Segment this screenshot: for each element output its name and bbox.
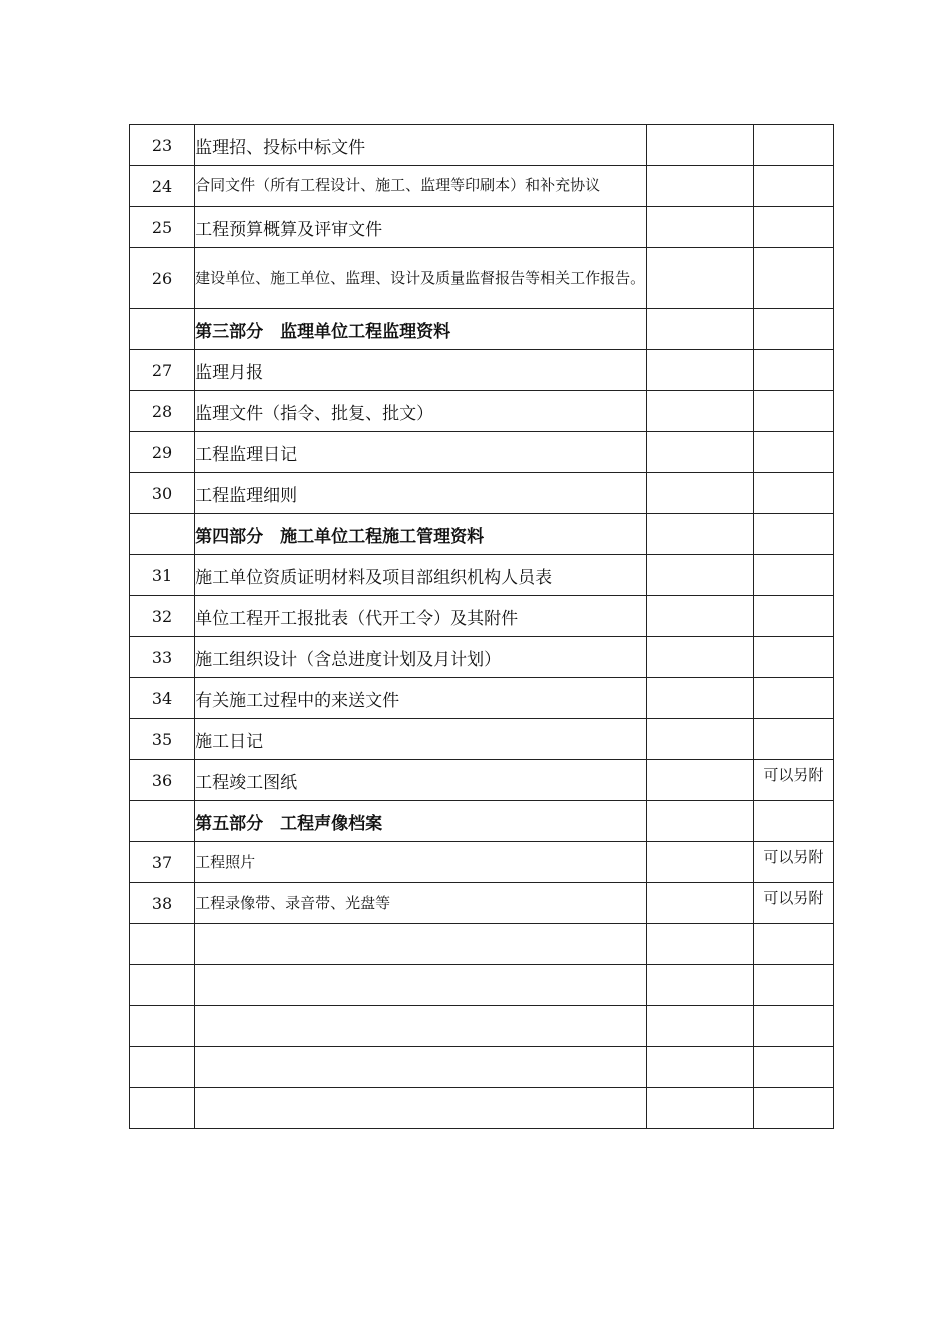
row-number: 24 bbox=[130, 166, 195, 207]
table-row bbox=[130, 883, 834, 924]
remark-cell bbox=[753, 760, 833, 801]
item-name: 建设单位、施工单位、监理、设计及质量监督报告等相关工作报告。 bbox=[195, 248, 647, 309]
empty-cell bbox=[646, 1006, 753, 1047]
empty-row bbox=[130, 924, 834, 965]
section-row bbox=[130, 309, 834, 350]
empty-cell bbox=[753, 965, 833, 1006]
table-row bbox=[130, 760, 834, 801]
empty-cell bbox=[130, 924, 195, 965]
blank-cell bbox=[646, 432, 753, 473]
blank-cell bbox=[646, 555, 753, 596]
empty-cell bbox=[753, 1088, 833, 1129]
table-row bbox=[130, 637, 834, 678]
empty-cell bbox=[130, 1047, 195, 1088]
row-number: 36 bbox=[130, 760, 195, 801]
blank-cell bbox=[646, 719, 753, 760]
row-number: 34 bbox=[130, 678, 195, 719]
remark-cell bbox=[753, 801, 833, 842]
blank-cell bbox=[646, 842, 753, 883]
section-heading: 第四部分 施工单位工程施工管理资料 bbox=[195, 514, 647, 555]
remark-cell bbox=[753, 473, 833, 514]
table-row bbox=[130, 432, 834, 473]
empty-cell bbox=[130, 965, 195, 1006]
remark-cell bbox=[753, 555, 833, 596]
blank-cell bbox=[646, 514, 753, 555]
table-row bbox=[130, 166, 834, 207]
remark-cell bbox=[753, 207, 833, 248]
blank-cell bbox=[646, 309, 753, 350]
empty-row bbox=[130, 1088, 834, 1129]
section-row bbox=[130, 514, 834, 555]
blank-cell bbox=[646, 248, 753, 309]
empty-cell bbox=[646, 924, 753, 965]
empty-cell bbox=[646, 1088, 753, 1129]
table-row bbox=[130, 719, 834, 760]
blank-cell bbox=[646, 596, 753, 637]
remark-cell bbox=[753, 719, 833, 760]
empty-cell bbox=[195, 924, 647, 965]
row-number bbox=[130, 514, 195, 555]
item-name: 工程竣工图纸 bbox=[195, 760, 647, 801]
item-name-cell bbox=[195, 166, 647, 207]
empty-cell bbox=[130, 1006, 195, 1047]
blank-cell bbox=[646, 760, 753, 801]
row-number: 32 bbox=[130, 596, 195, 637]
table-row bbox=[130, 248, 834, 309]
row-number bbox=[130, 801, 195, 842]
table-row bbox=[130, 391, 834, 432]
section-heading: 第三部分 监理单位工程监理资料 bbox=[195, 309, 647, 350]
remark-cell bbox=[753, 309, 833, 350]
remark-cell bbox=[753, 125, 833, 166]
item-name: 工程监理日记 bbox=[195, 432, 647, 473]
item-name: 施工日记 bbox=[195, 719, 647, 760]
blank-cell bbox=[646, 883, 753, 924]
empty-cell bbox=[753, 1047, 833, 1088]
item-name: 施工单位资质证明材料及项目部组织机构人员表 bbox=[195, 555, 647, 596]
empty-cell bbox=[646, 965, 753, 1006]
table-row bbox=[130, 207, 834, 248]
item-name: 监理月报 bbox=[195, 350, 647, 391]
blank-cell bbox=[646, 350, 753, 391]
empty-cell bbox=[753, 924, 833, 965]
empty-cell bbox=[195, 1088, 647, 1129]
empty-cell bbox=[195, 1006, 647, 1047]
blank-cell bbox=[646, 207, 753, 248]
row-number: 35 bbox=[130, 719, 195, 760]
remark-cell bbox=[753, 432, 833, 473]
row-number: 33 bbox=[130, 637, 195, 678]
table-row bbox=[130, 555, 834, 596]
item-name: 工程监理细则 bbox=[195, 473, 647, 514]
remark-cell bbox=[753, 842, 833, 883]
remark-note: 可以另附 bbox=[763, 848, 824, 866]
blank-cell bbox=[646, 637, 753, 678]
remark-cell bbox=[753, 248, 833, 309]
remark-cell bbox=[753, 678, 833, 719]
item-name: 施工组织设计（含总进度计划及月计划） bbox=[195, 637, 647, 678]
item-name: 监理文件（指令、批复、批文） bbox=[195, 391, 647, 432]
remark-cell bbox=[753, 596, 833, 637]
empty-row bbox=[130, 1006, 834, 1047]
row-number: 28 bbox=[130, 391, 195, 432]
item-name: 单位工程开工报批表（代开工令）及其附件 bbox=[195, 596, 647, 637]
row-number: 38 bbox=[130, 883, 195, 924]
blank-cell bbox=[646, 125, 753, 166]
row-number: 31 bbox=[130, 555, 195, 596]
empty-cell bbox=[195, 965, 647, 1006]
empty-row bbox=[130, 1047, 834, 1088]
row-number: 29 bbox=[130, 432, 195, 473]
section-row bbox=[130, 801, 834, 842]
blank-cell bbox=[646, 801, 753, 842]
item-name: 合同文件（所有工程设计、施工、监理等印刷本）和补充协议 bbox=[195, 176, 601, 194]
remark-cell bbox=[753, 883, 833, 924]
empty-cell bbox=[195, 1047, 647, 1088]
row-number bbox=[130, 309, 195, 350]
section-heading: 第五部分 工程声像档案 bbox=[195, 801, 647, 842]
remark-cell bbox=[753, 391, 833, 432]
blank-cell bbox=[646, 391, 753, 432]
item-name: 工程照片 bbox=[195, 842, 647, 883]
remark-cell bbox=[753, 166, 833, 207]
empty-cell bbox=[753, 1006, 833, 1047]
item-name: 监理招、投标中标文件 bbox=[195, 125, 647, 166]
table-row bbox=[130, 842, 834, 883]
blank-cell bbox=[646, 473, 753, 514]
empty-cell bbox=[130, 1088, 195, 1129]
remark-note: 可以另附 bbox=[763, 889, 824, 907]
remark-cell bbox=[753, 637, 833, 678]
item-name: 工程录像带、录音带、光盘等 bbox=[195, 883, 647, 924]
blank-cell bbox=[646, 166, 753, 207]
table-row bbox=[130, 596, 834, 637]
row-number: 26 bbox=[130, 248, 195, 309]
row-number: 30 bbox=[130, 473, 195, 514]
remark-cell bbox=[753, 514, 833, 555]
table-row bbox=[130, 473, 834, 514]
item-name: 有关施工过程中的来送文件 bbox=[195, 678, 647, 719]
table-row bbox=[130, 350, 834, 391]
remark-note: 可以另附 bbox=[763, 766, 824, 784]
archive-list-table bbox=[129, 124, 834, 1129]
table-row bbox=[130, 678, 834, 719]
row-number: 37 bbox=[130, 842, 195, 883]
remark-cell bbox=[753, 350, 833, 391]
item-name: 工程预算概算及评审文件 bbox=[195, 207, 647, 248]
row-number: 23 bbox=[130, 125, 195, 166]
table-row bbox=[130, 125, 834, 166]
empty-row bbox=[130, 965, 834, 1006]
row-number: 25 bbox=[130, 207, 195, 248]
empty-cell bbox=[646, 1047, 753, 1088]
blank-cell bbox=[646, 678, 753, 719]
row-number: 27 bbox=[130, 350, 195, 391]
